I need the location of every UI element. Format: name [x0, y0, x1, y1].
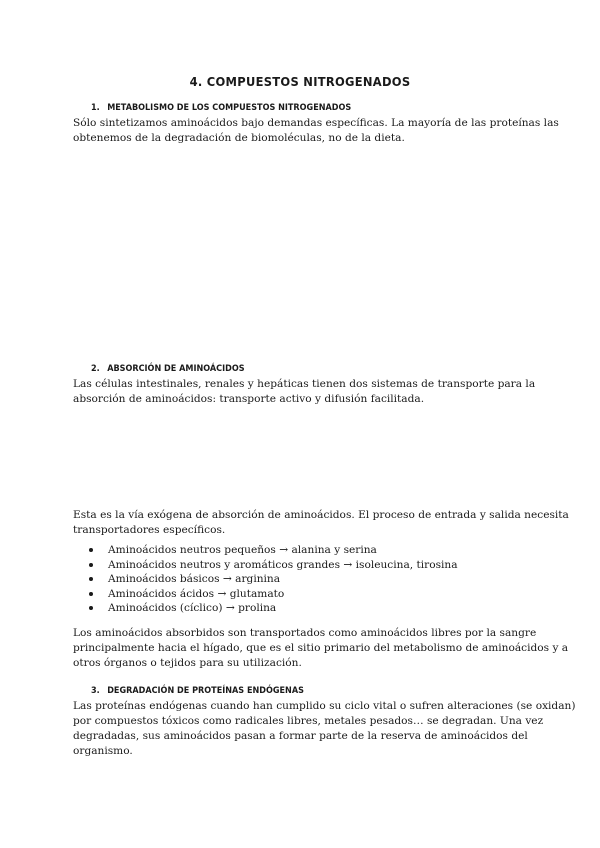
section-2-paragraph-2: [73, 508, 569, 538]
section-1-title: METABOLISMO DE LOS COMPUESTOS NITROGENADOS: [107, 103, 352, 113]
section-3-heading: [91, 686, 304, 696]
text-line: Las proteínas endógenas cuando han cumplido su ciclo vital o sufren alteraciones (se oxidan): [73, 700, 576, 712]
bullet-icon: [89, 592, 93, 596]
bullet-icon: [89, 606, 93, 610]
list-item: [89, 558, 458, 573]
text-line: principalmente hacia el hígado, que es el sitio primario del metabolismo de aminoácidos y a: [73, 642, 569, 654]
list-item-text: Aminoácidos neutros y aromáticos grandes → isoleucina, tirosina: [108, 558, 458, 571]
text-line: degradadas, sus aminoácidos pasan a formar parte de la reserva de aminoácidos del: [73, 730, 528, 742]
list-item-text: Aminoácidos neutros pequeños → alanina y serina: [108, 544, 377, 556]
text-line: por compuestos tóxicos como radicales libres, metales pesados… se degradan. Una vez: [73, 715, 544, 727]
bullet-icon: [89, 577, 93, 581]
text-line: transportadores específicos.: [73, 524, 226, 536]
text-line: obtenemos de la degradación de biomoléculas, no de la dieta.: [73, 132, 405, 144]
section-2-heading: [91, 364, 245, 374]
text-line: Las células intestinales, renales y hepáticas tienen dos sistemas de transporte para la: [73, 378, 536, 390]
section-2-paragraph-3: [73, 626, 569, 671]
document-title: 4. COMPUESTOS NITROGENADOS: [189, 74, 411, 89]
section-2-title: ABSORCIÓN DE AMINOÁCIDOS: [107, 364, 245, 374]
list-item: [89, 572, 458, 587]
section-3-title: DEGRADACIÓN DE PROTEÍNAS ENDÓGENAS: [107, 686, 304, 696]
list-item: [89, 587, 458, 602]
section-3-paragraph: [73, 699, 576, 759]
section-1-number: 1.: [91, 103, 100, 113]
bullet-icon: [89, 563, 93, 567]
text-line: Sólo sintetizamos aminoácidos bajo demandas específicas. La mayoría de las proteínas las: [73, 117, 559, 129]
list-item-text: Aminoácidos (cíclico) → prolina: [108, 602, 277, 614]
section-2-number: 2.: [91, 364, 100, 374]
list-item-text: Aminoácidos ácidos → glutamato: [108, 587, 285, 600]
bullet-icon: [89, 548, 93, 552]
text-line: Esta es la vía exógena de absorción de aminoácidos. El proceso de entrada y salida necesita: [73, 509, 569, 521]
section-1-paragraph: [73, 116, 559, 146]
section-2-paragraph: [73, 377, 536, 407]
text-line: absorción de aminoácidos: transporte activo y difusión facilitada.: [73, 393, 425, 405]
text-line: organismo.: [73, 745, 133, 757]
list-item: [89, 601, 458, 616]
section-1-heading: [91, 103, 351, 113]
transporter-list: [89, 543, 458, 616]
text-line: otros órganos o tejidos para su utilización.: [73, 657, 302, 669]
text-line: Los aminoácidos absorbidos son transportados como aminoácidos libres por la sangre: [73, 627, 537, 639]
section-3-number: 3.: [91, 686, 100, 696]
list-item: [89, 543, 458, 558]
list-item-text: Aminoácidos básicos → arginina: [108, 573, 281, 585]
